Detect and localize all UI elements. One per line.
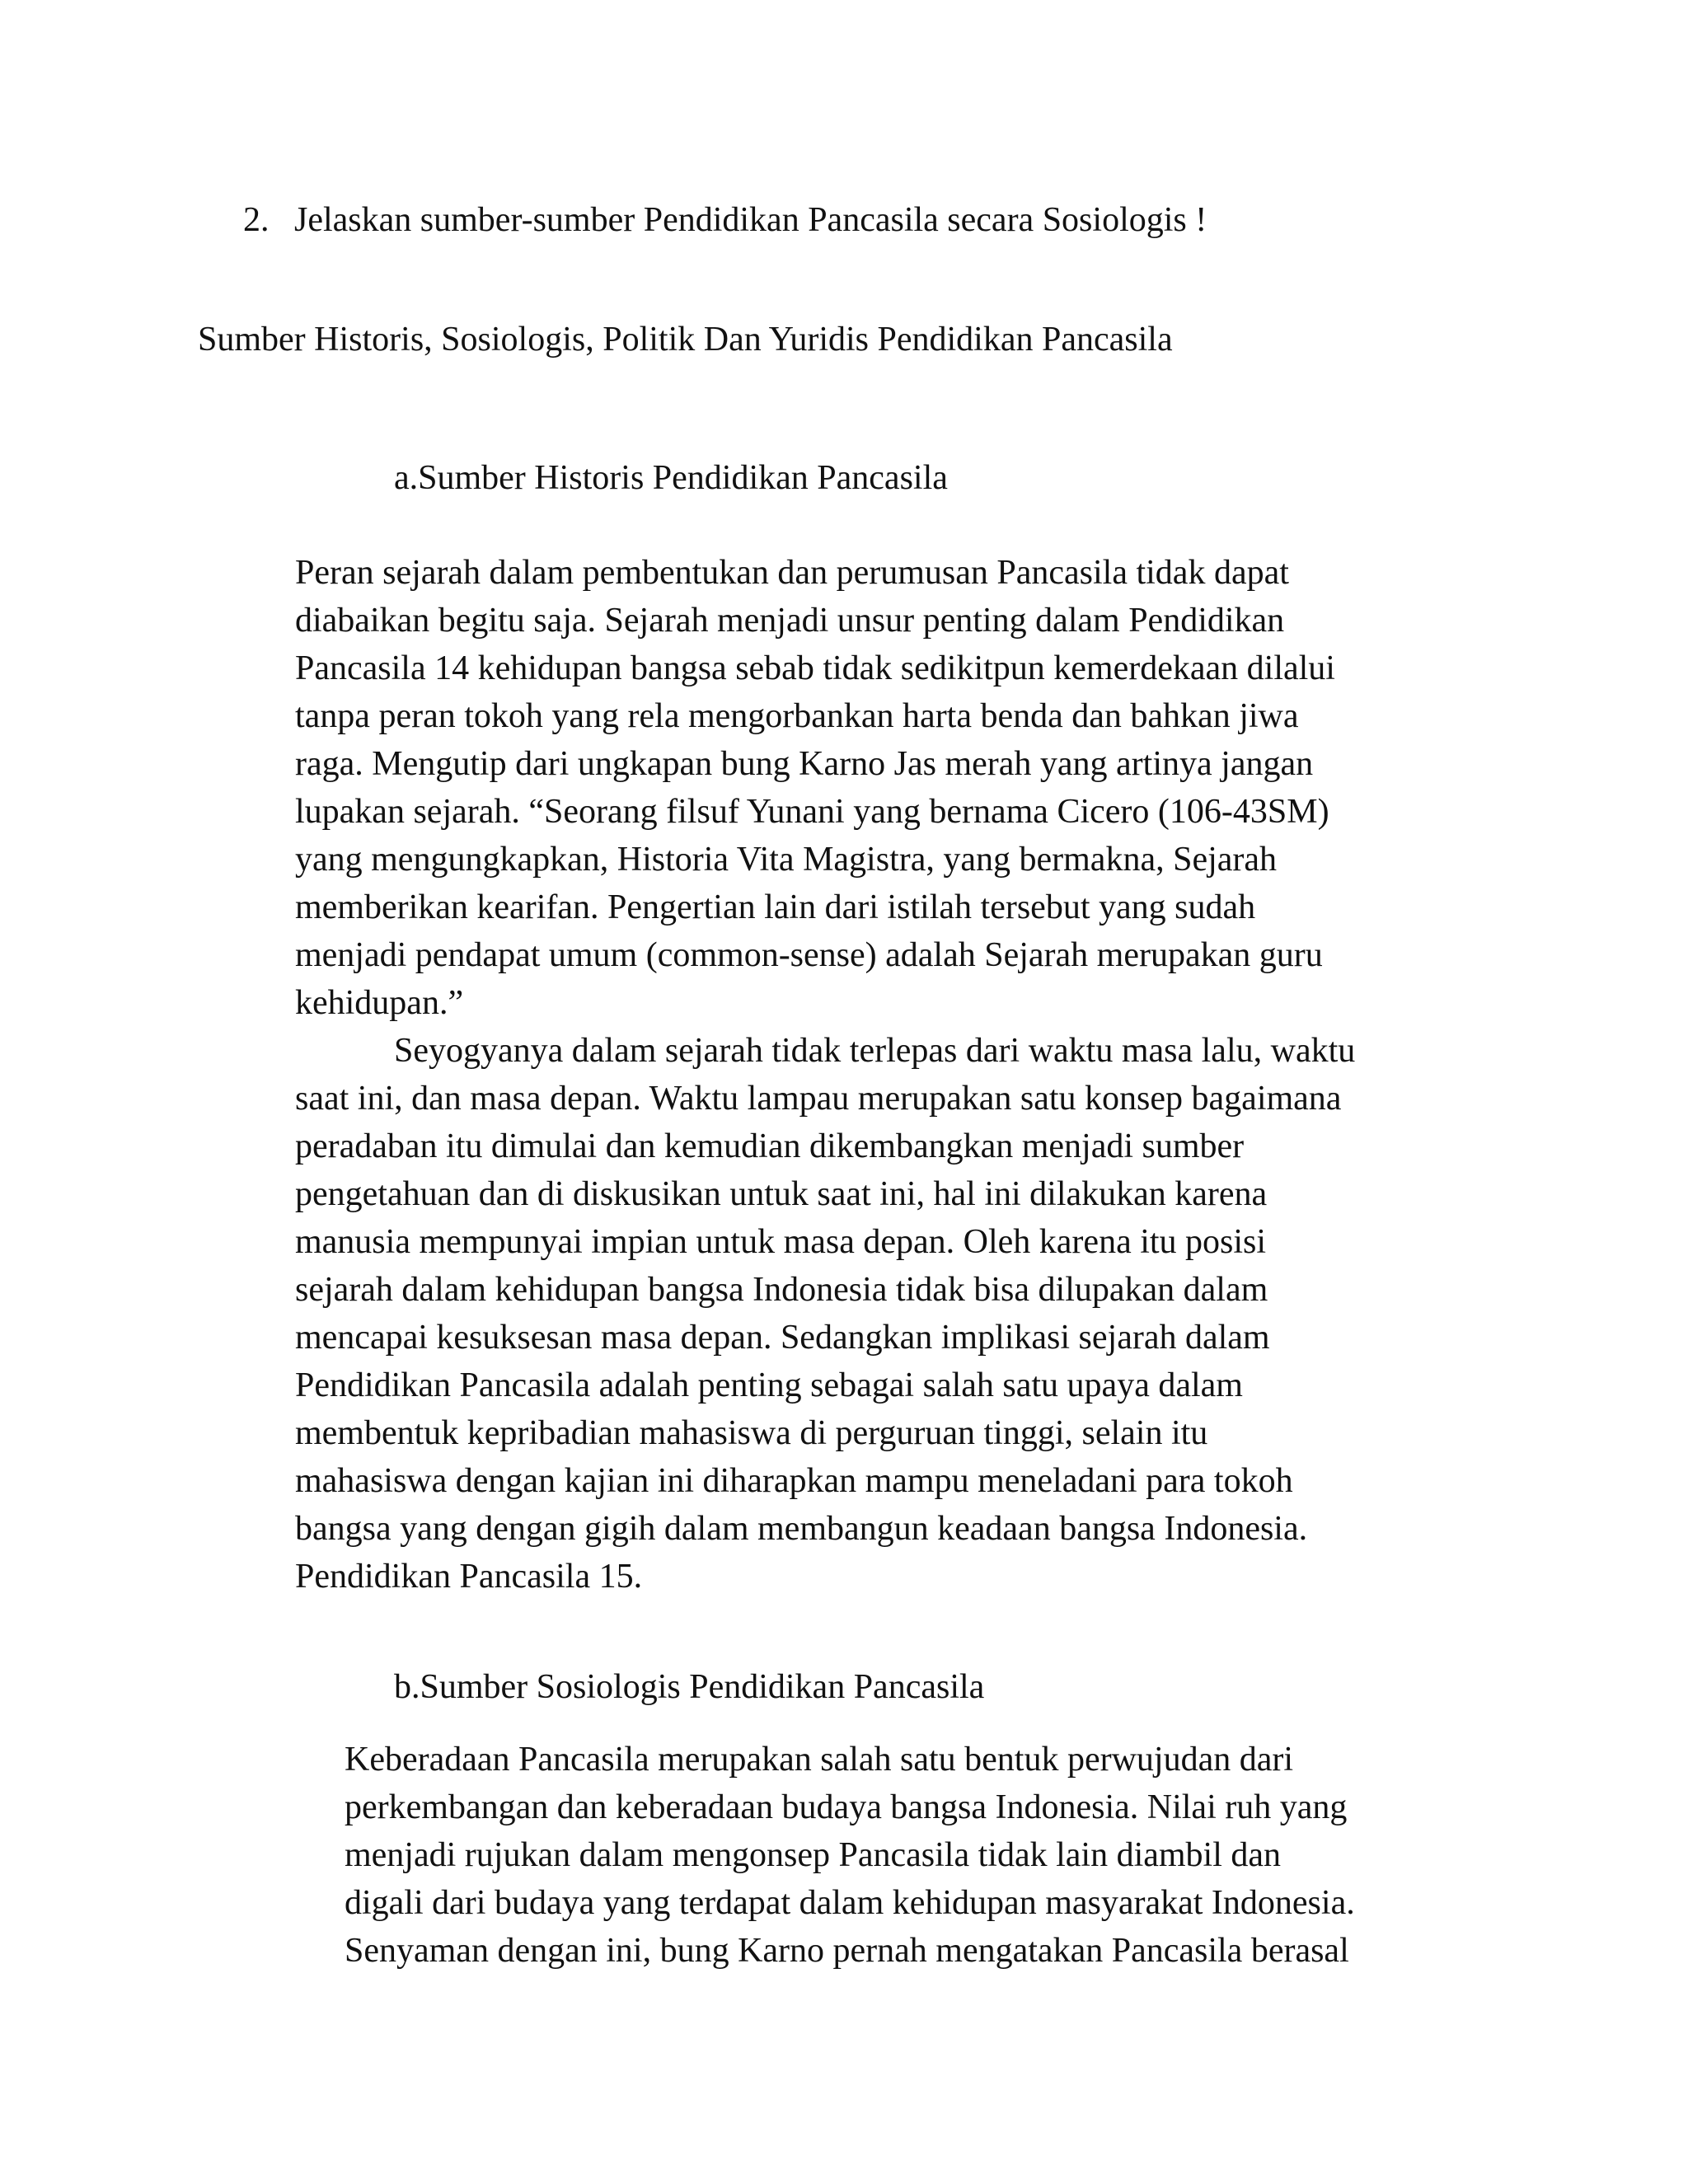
section-a-line: membentuk kepribadian mahasiswa di perguruan tinggi, selain itu (295, 1414, 1208, 1452)
section-a-line: peradaban itu dimulai dan kemudian dikembangkan menjadi sumber (295, 1127, 1245, 1165)
question-item (243, 196, 1207, 244)
section-a-line: diabaikan begitu saja. Sejarah menjadi unsur penting dalam Pendidikan (295, 602, 1285, 640)
question-number: 2. (243, 201, 270, 239)
section-a-line: bangsa yang dengan gigih dalam membangun keadaan bangsa Indonesia. (295, 1510, 1308, 1548)
section-a-line: raga. Mengutip dari ungkapan bung Karno Jas merah yang artinya jangan (295, 745, 1314, 783)
section-a-line: Seyogyanya dalam sejarah tidak terlepas dari waktu masa lalu, waktu (394, 1032, 1356, 1070)
section-a-body (295, 549, 1355, 1601)
section-b-line: Keberadaan Pancasila merupakan salah satu bentuk perwujudan dari (345, 1741, 1294, 1779)
section-b-line: digali dari budaya yang terdapat dalam kehidupan masyarakat Indonesia. (345, 1884, 1355, 1922)
section-a-line: kehidupan.” (295, 984, 464, 1022)
section-a-line: pengetahuan dan di diskusikan untuk saat ini, hal ini dilakukan karena (295, 1175, 1268, 1213)
section-a-heading: a.Sumber Historis Pendidikan Pancasila (394, 459, 948, 497)
section-a-line: mencapai kesuksesan masa depan. Sedangkan implikasi sejarah dalam (295, 1319, 1270, 1357)
section-a-line: Pendidikan Pancasila adalah penting sebagai salah satu upaya dalam (295, 1366, 1243, 1404)
section-a-line: mahasiswa dengan kajian ini diharapkan mampu meneladani para tokoh (295, 1462, 1293, 1500)
section-a-line: Peran sejarah dalam pembentukan dan perumusan Pancasila tidak dapat (295, 554, 1289, 592)
section-b-line: Senyaman dengan ini, bung Karno pernah mengatakan Pancasila berasal (345, 1932, 1349, 1970)
section-a-line: menjadi pendapat umum (common-sense) adalah Sejarah merupakan guru (295, 936, 1323, 974)
section-b-body (345, 1736, 1355, 1975)
section-a-line: memberikan kearifan. Pengertian lain dari istilah tersebut yang sudah (295, 888, 1256, 926)
section-a-line: saat ini, dan masa depan. Waktu lampau merupakan satu konsep bagaimana (295, 1080, 1342, 1118)
section-b-line: menjadi rujukan dalam mengonsep Pancasila tidak lain diambil dan (345, 1836, 1282, 1874)
section-a-line: sejarah dalam kehidupan bangsa Indonesia tidak bisa dilupakan dalam (295, 1271, 1268, 1309)
section-b-heading: b.Sumber Sosiologis Pendidikan Pancasila (394, 1668, 985, 1706)
main-heading: Sumber Historis, Sosiologis, Politik Dan Yuridis Pendidikan Pancasila (198, 321, 1173, 359)
question-text: Jelaskan sumber-sumber Pendidikan Pancasila secara Sosiologis ! (294, 201, 1207, 239)
section-a-line: Pancasila 14 kehidupan bangsa sebab tidak sedikitpun kemerdekaan dilalui (295, 649, 1335, 687)
section-b-line: perkembangan dan keberadaan budaya bangsa Indonesia. Nilai ruh yang (345, 1788, 1348, 1826)
section-a-line: Pendidikan Pancasila 15. (295, 1558, 643, 1596)
section-a-line: tanpa peran tokoh yang rela mengorbankan harta benda dan bahkan jiwa (295, 697, 1299, 735)
section-a-line: yang mengungkapkan, Historia Vita Magistra, yang bermakna, Sejarah (295, 841, 1278, 879)
section-a-line: manusia mempunyai impian untuk masa depan. Oleh karena itu posisi (295, 1223, 1267, 1261)
section-a-line: lupakan sejarah. “Seorang filsuf Yunani yang bernama Cicero (106-43SM) (295, 793, 1329, 831)
